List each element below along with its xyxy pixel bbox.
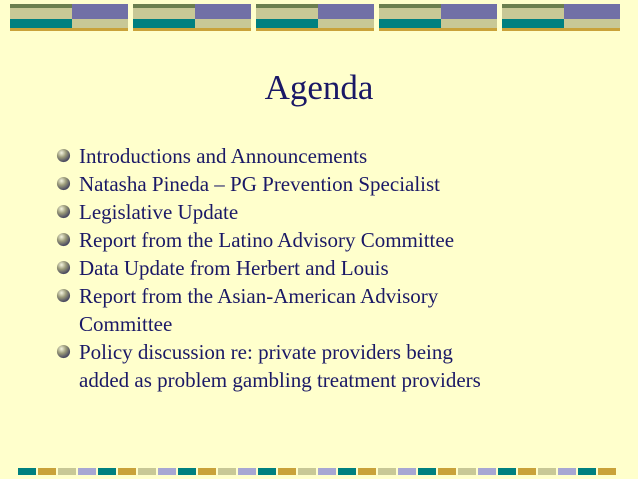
bottom-band-segment	[558, 468, 576, 475]
agenda-item-text: Report from the Latino Advisory Committee	[79, 228, 455, 252]
bottom-band-segment	[538, 468, 556, 475]
bottom-band-segment	[218, 468, 236, 475]
bottom-band-segment	[438, 468, 456, 475]
agenda-item	[55, 142, 615, 170]
top-band-block	[133, 4, 251, 32]
agenda-item-text: Report from the Asian-American Advisory	[79, 284, 439, 308]
bottom-band-segment	[78, 468, 96, 475]
bottom-band-segment	[98, 468, 116, 475]
agenda-item-text: Policy discussion re: private providers being	[79, 340, 453, 364]
bottom-band-segment	[58, 468, 76, 475]
agenda-item	[55, 282, 615, 338]
bottom-band-segment	[198, 468, 216, 475]
agenda-item-text: Natasha Pineda – PG Prevention Specialist	[79, 172, 441, 196]
bottom-band-segment	[378, 468, 396, 475]
bottom-band-segment	[398, 468, 416, 475]
bottom-band-segment	[118, 468, 136, 475]
bottom-band-segment	[358, 468, 376, 475]
sphere-bullet-icon	[56, 260, 71, 275]
bottom-band-segment	[518, 468, 536, 475]
bottom-band-segment	[238, 468, 256, 475]
bottom-band-segment	[298, 468, 316, 475]
bottom-band-segment	[138, 468, 156, 475]
agenda-item-text: Committee	[79, 312, 173, 336]
sphere-bullet-icon	[56, 288, 71, 303]
bottom-band-segment	[38, 468, 56, 475]
bottom-band-segment	[418, 468, 436, 475]
top-band-block	[379, 4, 497, 32]
agenda-item	[55, 226, 615, 254]
top-band-block	[502, 4, 620, 32]
agenda-item-text: Introductions and Announcements	[79, 144, 368, 168]
bottom-band-segment	[578, 468, 596, 475]
agenda-item-text: Legislative Update	[79, 200, 239, 224]
sphere-bullet-icon	[56, 344, 71, 359]
bottom-band-segment	[158, 468, 176, 475]
agenda-item-text: added as problem gambling treatment providers	[79, 368, 481, 392]
agenda-item	[55, 338, 615, 394]
bottom-band-segment	[318, 468, 336, 475]
slide-title: Agenda	[264, 68, 374, 107]
bottom-decorative-band	[0, 468, 638, 475]
agenda-item	[55, 254, 615, 282]
bottom-band-segment	[18, 468, 36, 475]
sphere-bullet-icon	[56, 232, 71, 247]
bottom-band-segment	[458, 468, 476, 475]
bottom-band-segment	[258, 468, 276, 475]
bottom-band-segment	[338, 468, 356, 475]
top-band-block	[256, 4, 374, 32]
agenda-item	[55, 198, 615, 226]
sphere-bullet-icon	[56, 176, 71, 191]
bottom-band-segment	[498, 468, 516, 475]
agenda-list	[55, 142, 615, 394]
bottom-band-segment	[178, 468, 196, 475]
bottom-band-segment	[598, 468, 616, 475]
bottom-band-segment	[478, 468, 496, 475]
agenda-item-text: Data Update from Herbert and Louis	[79, 256, 389, 280]
bottom-band-segment	[278, 468, 296, 475]
sphere-bullet-icon	[56, 148, 71, 163]
agenda-item	[55, 170, 615, 198]
top-band-block	[10, 4, 128, 32]
top-decorative-band	[0, 4, 638, 32]
sphere-bullet-icon	[56, 204, 71, 219]
